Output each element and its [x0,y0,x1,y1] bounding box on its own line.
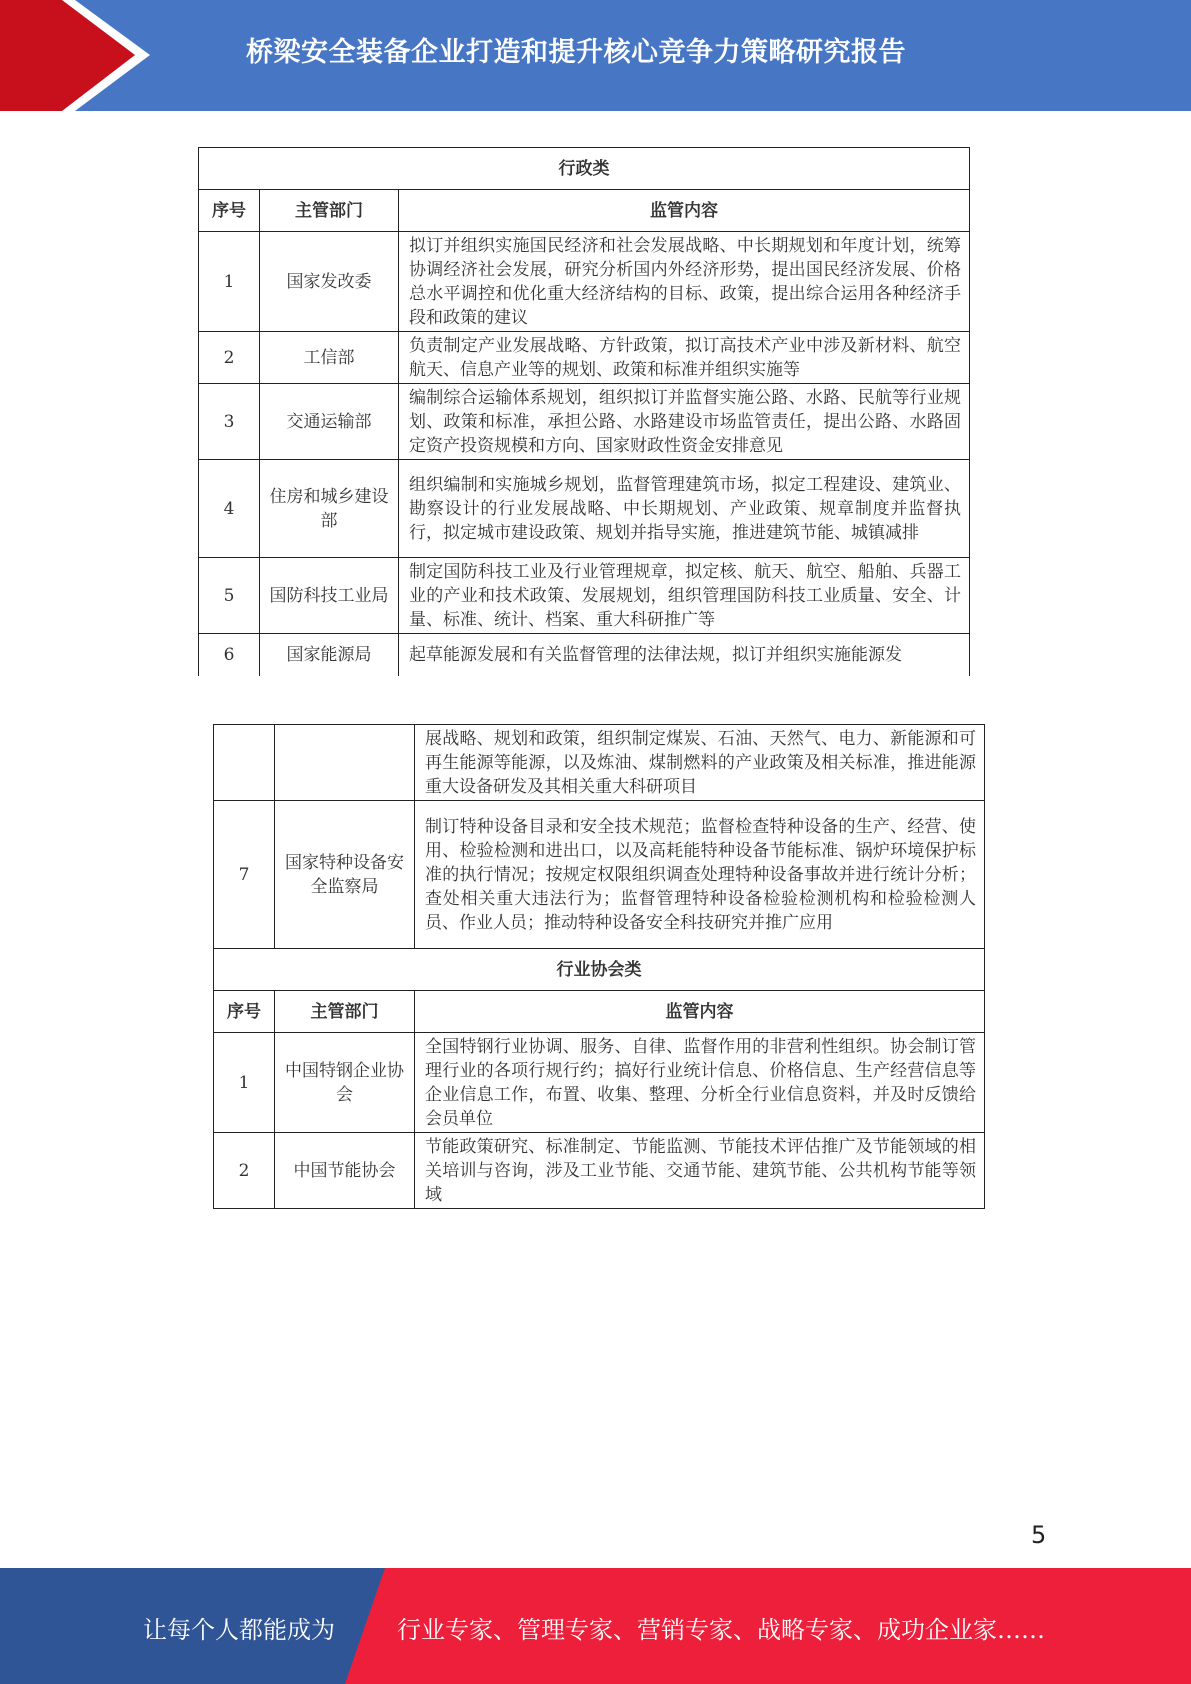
col-header-content: 监管内容 [399,190,970,232]
footer-slogan-right: 行业专家、管理专家、营销专家、战略专家、成功企业家…… [397,1616,1045,1644]
row-num: 1 [199,232,260,332]
col-header-dept: 主管部门 [275,991,415,1033]
row-dept: 国防科技工业局 [260,558,399,634]
row-content: 编制综合运输体系规划，组织拟订并监督实施公路、水路、民航等行业规划、政策和标准，承担公路、水路建设市场监管责任，提出公路、水路固定资产投资规模和方向、国家财政性资金安排意见 [399,384,970,460]
row-content: 起草能源发展和有关监督管理的法律法规，拟订并组织实施能源发 [399,634,970,676]
row-dept: 中国节能协会 [275,1133,415,1209]
table-row [199,384,970,460]
admin-regulator-table [198,147,970,676]
table-caption-admin: 行政类 [199,148,970,190]
table-row [214,1033,985,1133]
footer-slogan-left: 让每个人都能成为 [143,1616,335,1644]
row-num: 7 [214,801,275,949]
row-num: 6 [199,634,260,676]
row-num: 2 [199,332,260,384]
header-title: 桥梁安全装备企业打造和提升核心竞争力策略研究报告 [246,37,906,68]
table-row [199,634,970,676]
row-dept: 工信部 [260,332,399,384]
table-caption-association: 行业协会类 [214,949,985,991]
row-num: 1 [214,1033,275,1133]
association-regulator-table [213,724,985,1209]
row-num: 2 [214,1133,275,1209]
col-header-num: 序号 [199,190,260,232]
row-dept: 住房和城乡建设部 [260,460,399,558]
table-row [214,1133,985,1209]
col-header-num: 序号 [214,991,275,1033]
row-num: 3 [199,384,260,460]
table-row [214,725,985,801]
row-dept: 国家特种设备安全监察局 [275,801,415,949]
row-content: 组织编制和实施城乡规划，监督管理建筑市场，拟定工程建设、建筑业、勘察设计的行业发展战略、中长期规划、产业政策、规章制度并监督执行，拟定城市建设政策、规划并指导实施，推进建筑节能、城镇减排 [399,460,970,558]
row-content: 制定国防科技工业及行业管理规章，拟定核、航天、航空、船舶、兵器工业的产业和技术政策、发展规划，组织管理国防科技工业质量、安全、计量、标准、统计、档案、重大科研推广等 [399,558,970,634]
row-content: 制订特种设备目录和安全技术规范；监督检查特种设备的生产、经营、使用、检验检测和进出口，以及高耗能特种设备节能标准、锅炉环境保护标准的执行情况；按规定权限组织调查处理特种设备事故并进行统计分析；查处相关重大违法行为；监督管理特种设备检验检测机构和检验检测人员、作业人员；推动特种设备安全科技研究并推广应用 [415,801,985,949]
row-content: 拟订并组织实施国民经济和社会发展战略、中长期规划和年度计划，统筹协调经济社会发展，研究分析国内外经济形势，提出国民经济发展、价格总水平调控和优化重大经济结构的目标、政策，提出综合运用各种经济手段和政策的建议 [399,232,970,332]
page-number: 5 [1031,1521,1047,1549]
row-content: 展战略、规划和政策，组织制定煤炭、石油、天然气、电力、新能源和可再生能源等能源，以及炼油、煤制燃料的产业政策及相关标准，推进能源重大设备研发及其相关重大科研项目 [415,725,985,801]
page-footer [0,1568,1191,1684]
row-dept: 国家能源局 [260,634,399,676]
table-row [199,232,970,332]
table-row [214,801,985,949]
row-num: 5 [199,558,260,634]
row-content: 全国特钢行业协调、服务、自律、监督作用的非营利性组织。协会制订管理行业的各项行规行约；搞好行业统计信息、价格信息、生产经营信息等企业信息工作，布置、收集、整理、分析全行业信息资料，并及时反馈给会员单位 [415,1033,985,1133]
row-num: 4 [199,460,260,558]
row-dept: 中国特钢企业协会 [275,1033,415,1133]
table-row [199,460,970,558]
col-header-content: 监管内容 [415,991,985,1033]
row-content: 负责制定产业发展战略、方针政策，拟订高技术产业中涉及新材料、航空航天、信息产业等的规划、政策和标准并组织实施等 [399,332,970,384]
row-dept: 交通运输部 [260,384,399,460]
table-row [199,332,970,384]
col-header-dept: 主管部门 [260,190,399,232]
row-dept: 国家发改委 [260,232,399,332]
row-dept [275,725,415,801]
table-row [199,558,970,634]
page-header [0,0,1191,111]
row-num [214,725,275,801]
row-content: 节能政策研究、标准制定、节能监测、节能技术评估推广及节能领域的相关培训与咨询，涉及工业节能、交通节能、建筑节能、公共机构节能等领域 [415,1133,985,1209]
